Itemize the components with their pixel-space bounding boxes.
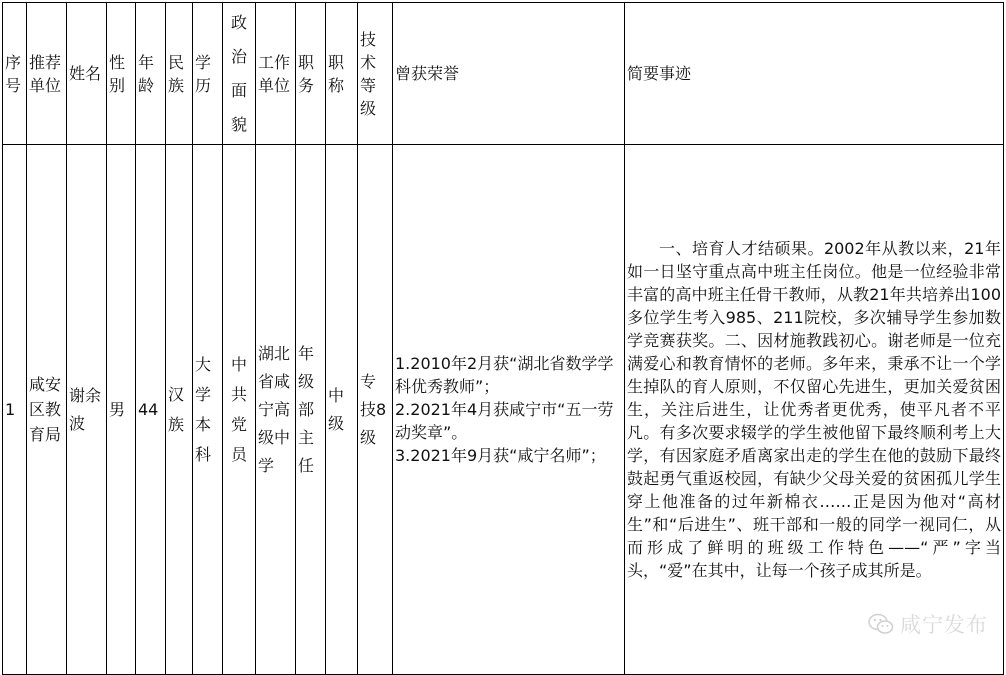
header-index-label: 序号 xyxy=(5,52,22,95)
header-political-status xyxy=(223,3,256,145)
header-position-label: 职务 xyxy=(298,52,315,95)
header-age xyxy=(136,3,166,145)
header-education-label: 学历 xyxy=(195,52,212,95)
cell-skill-level-value: 专技8级 xyxy=(360,371,387,447)
header-title-label: 职称 xyxy=(328,52,345,95)
header-workplace xyxy=(256,3,296,145)
cell-ethnicity xyxy=(166,145,193,675)
honor-item: 1.2010年2月获“湖北省数学学科优秀教师”； xyxy=(395,354,614,396)
cell-age-value: 44 xyxy=(138,400,159,419)
header-row xyxy=(3,3,1004,145)
header-age-label: 年龄 xyxy=(138,52,155,95)
header-skill-level-label: 技术等级 xyxy=(360,29,377,118)
header-gender xyxy=(107,3,136,145)
header-political-status-label: 政治面貌 xyxy=(230,12,247,134)
header-ethnicity-label: 民族 xyxy=(168,52,185,95)
cell-workplace xyxy=(256,145,296,675)
cell-political-status-value: 中共党员 xyxy=(230,354,247,464)
header-index xyxy=(3,3,27,145)
cell-age xyxy=(136,145,166,675)
header-name xyxy=(67,3,107,145)
cell-summary xyxy=(625,145,1004,675)
header-skill-level xyxy=(358,3,393,145)
header-education xyxy=(193,3,223,145)
cell-ethnicity-value: 汉族 xyxy=(168,384,185,434)
cell-name-value: 谢余波 xyxy=(69,385,102,433)
header-name-label: 姓名 xyxy=(69,64,102,83)
cell-title-value: 中级 xyxy=(328,385,345,433)
cell-political-status xyxy=(223,145,256,675)
honor-item: 2.2021年4月获咸宁市“五一劳动奖章”。 xyxy=(395,400,614,442)
header-gender-label: 性别 xyxy=(109,52,126,95)
header-ethnicity xyxy=(166,3,193,145)
wechat-icon xyxy=(868,613,894,635)
honor-item: 3.2021年9月获“咸宁名师”； xyxy=(395,446,606,465)
cell-recommending-unit-value: 咸安区教育局 xyxy=(29,375,62,444)
cell-position xyxy=(296,145,326,675)
header-honors-label: 曾获荣誉 xyxy=(395,64,460,83)
cell-education xyxy=(193,145,223,675)
header-title xyxy=(326,3,358,145)
header-summary xyxy=(625,3,1004,145)
cell-position-value: 年级部主任 xyxy=(298,343,315,475)
watermark-text: 咸宁发布 xyxy=(900,613,988,637)
cell-workplace-value: 湖北省咸宁高级中学 xyxy=(258,343,291,475)
header-summary-label: 简要事迹 xyxy=(627,64,692,83)
cell-index xyxy=(3,145,27,675)
summary-text: 一、培育人才结硕果。2002年从教以来，21年如一日坚守重点高中班主任岗位。他是一位经验非常丰富的高中班主任骨干教师，从教21年共培养出100多位学生考入985、211院校，多次辅导学生参加数学竞赛获奖。二、因材施教践初心。谢老师是一位充满爱心和教育情怀的老师。多年来，秉承不让一个学生掉队的育人原则，不仅留心先进生，更加关爱贫困生，关注后进生，让优秀者更优秀，使平凡者不平凡。有多次要求辍学的学生被他留下最终顺利考上大学，有因家庭矛盾离家出走的学生在他的鼓励下最终鼓起勇气重返校园，有缺少父母关爱的贫困孤儿学生穿上他准备的过年新棉衣……正是因为他对“高材生”和“后进生”、班干部和一般的同学一视同仁，从而形成了鲜明的班级工作特色——“严”字当头，“爱”在其中，让每一个孩子成其所是。 xyxy=(627,239,1001,580)
header-recommending-unit-label: 推荐单位 xyxy=(29,52,62,95)
candidate-table xyxy=(2,2,1004,675)
header-honors xyxy=(393,3,625,145)
cell-gender-value: 男 xyxy=(109,400,126,419)
header-recommending-unit xyxy=(27,3,67,145)
cell-name xyxy=(67,145,107,675)
cell-education-value: 大学本科 xyxy=(195,354,212,464)
cell-recommending-unit xyxy=(27,145,67,675)
header-position xyxy=(296,3,326,145)
table-row xyxy=(3,145,1004,675)
cell-honors xyxy=(393,145,625,675)
cell-index-value: 1 xyxy=(5,400,16,419)
cell-title xyxy=(326,145,358,675)
header-workplace-label: 工作单位 xyxy=(258,52,291,95)
cell-skill-level xyxy=(358,145,393,675)
watermark xyxy=(868,609,988,639)
cell-gender xyxy=(107,145,136,675)
